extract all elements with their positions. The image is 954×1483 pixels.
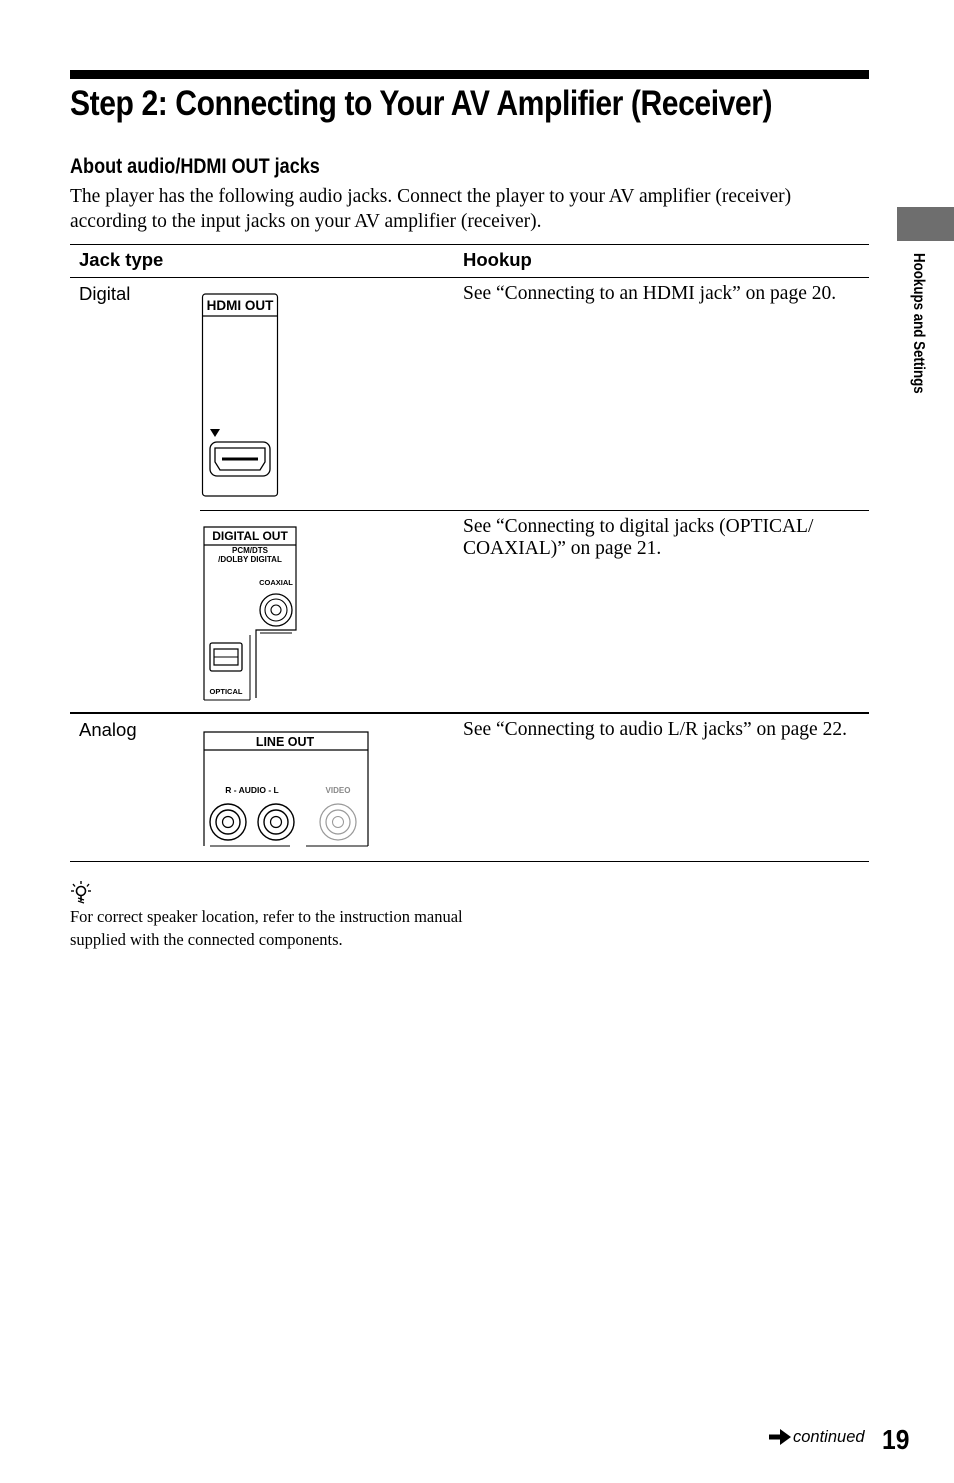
arrow-right-icon	[768, 1428, 792, 1446]
section-tab-marker	[897, 207, 954, 241]
header-jack-type: Jack type	[79, 249, 164, 270]
page-number: 19	[882, 1424, 910, 1455]
intro-paragraph: The player has the following audio jacks. Connect the player to your AV amplifier (receiver) according to the input jacks on your AV amplifier (receiver).	[70, 186, 792, 232]
audio-label: R - AUDIO - L	[225, 785, 279, 795]
row-rule	[200, 510, 869, 511]
hookup-cell: See “Connecting to an HDMI jack” on page 20.	[463, 283, 837, 304]
hdmi-out-jack-illustration	[200, 292, 282, 500]
title-rule	[70, 70, 869, 79]
digital-out-label: DIGITAL OUT	[212, 529, 288, 543]
optical-label: OPTICAL	[209, 687, 243, 696]
pcm-dts-label: PCM/DTS	[232, 546, 268, 555]
section-heading: About audio/HDMI OUT jacks	[70, 155, 320, 178]
lightbulb-icon	[70, 880, 92, 904]
side-tab-label: Hookups and Settings	[910, 253, 927, 394]
tip-text: For correct speaker location, refer to the instruction manual supplied with the connected components.	[70, 907, 463, 949]
dolby-digital-label: /DOLBY DIGITAL	[218, 555, 282, 564]
hookup-cell: See “Connecting to digital jacks (OPTICAL/ COAXIAL)” on page 21.	[463, 516, 814, 559]
coaxial-label: COAXIAL	[259, 578, 293, 587]
header-rule	[70, 277, 869, 278]
line-out-jack-illustration	[200, 730, 372, 850]
digital-out-jack-illustration	[200, 525, 300, 703]
hookup-cell: See “Connecting to audio L/R jacks” on page 22.	[463, 719, 847, 740]
header-hookup: Hookup	[463, 249, 532, 270]
jack-type-cell: Digital	[79, 283, 131, 304]
continued-label: continued	[793, 1428, 865, 1446]
video-label: VIDEO	[325, 786, 351, 795]
hdmi-out-label: HDMI OUT	[206, 298, 274, 313]
table-top-rule	[70, 244, 869, 245]
row-rule	[70, 712, 869, 714]
page-title: Step 2: Connecting to Your AV Amplifier (Receiver)	[70, 84, 773, 123]
line-out-label: LINE OUT	[255, 735, 315, 749]
jack-type-cell: Analog	[79, 719, 137, 740]
table-bottom-rule	[70, 861, 869, 862]
